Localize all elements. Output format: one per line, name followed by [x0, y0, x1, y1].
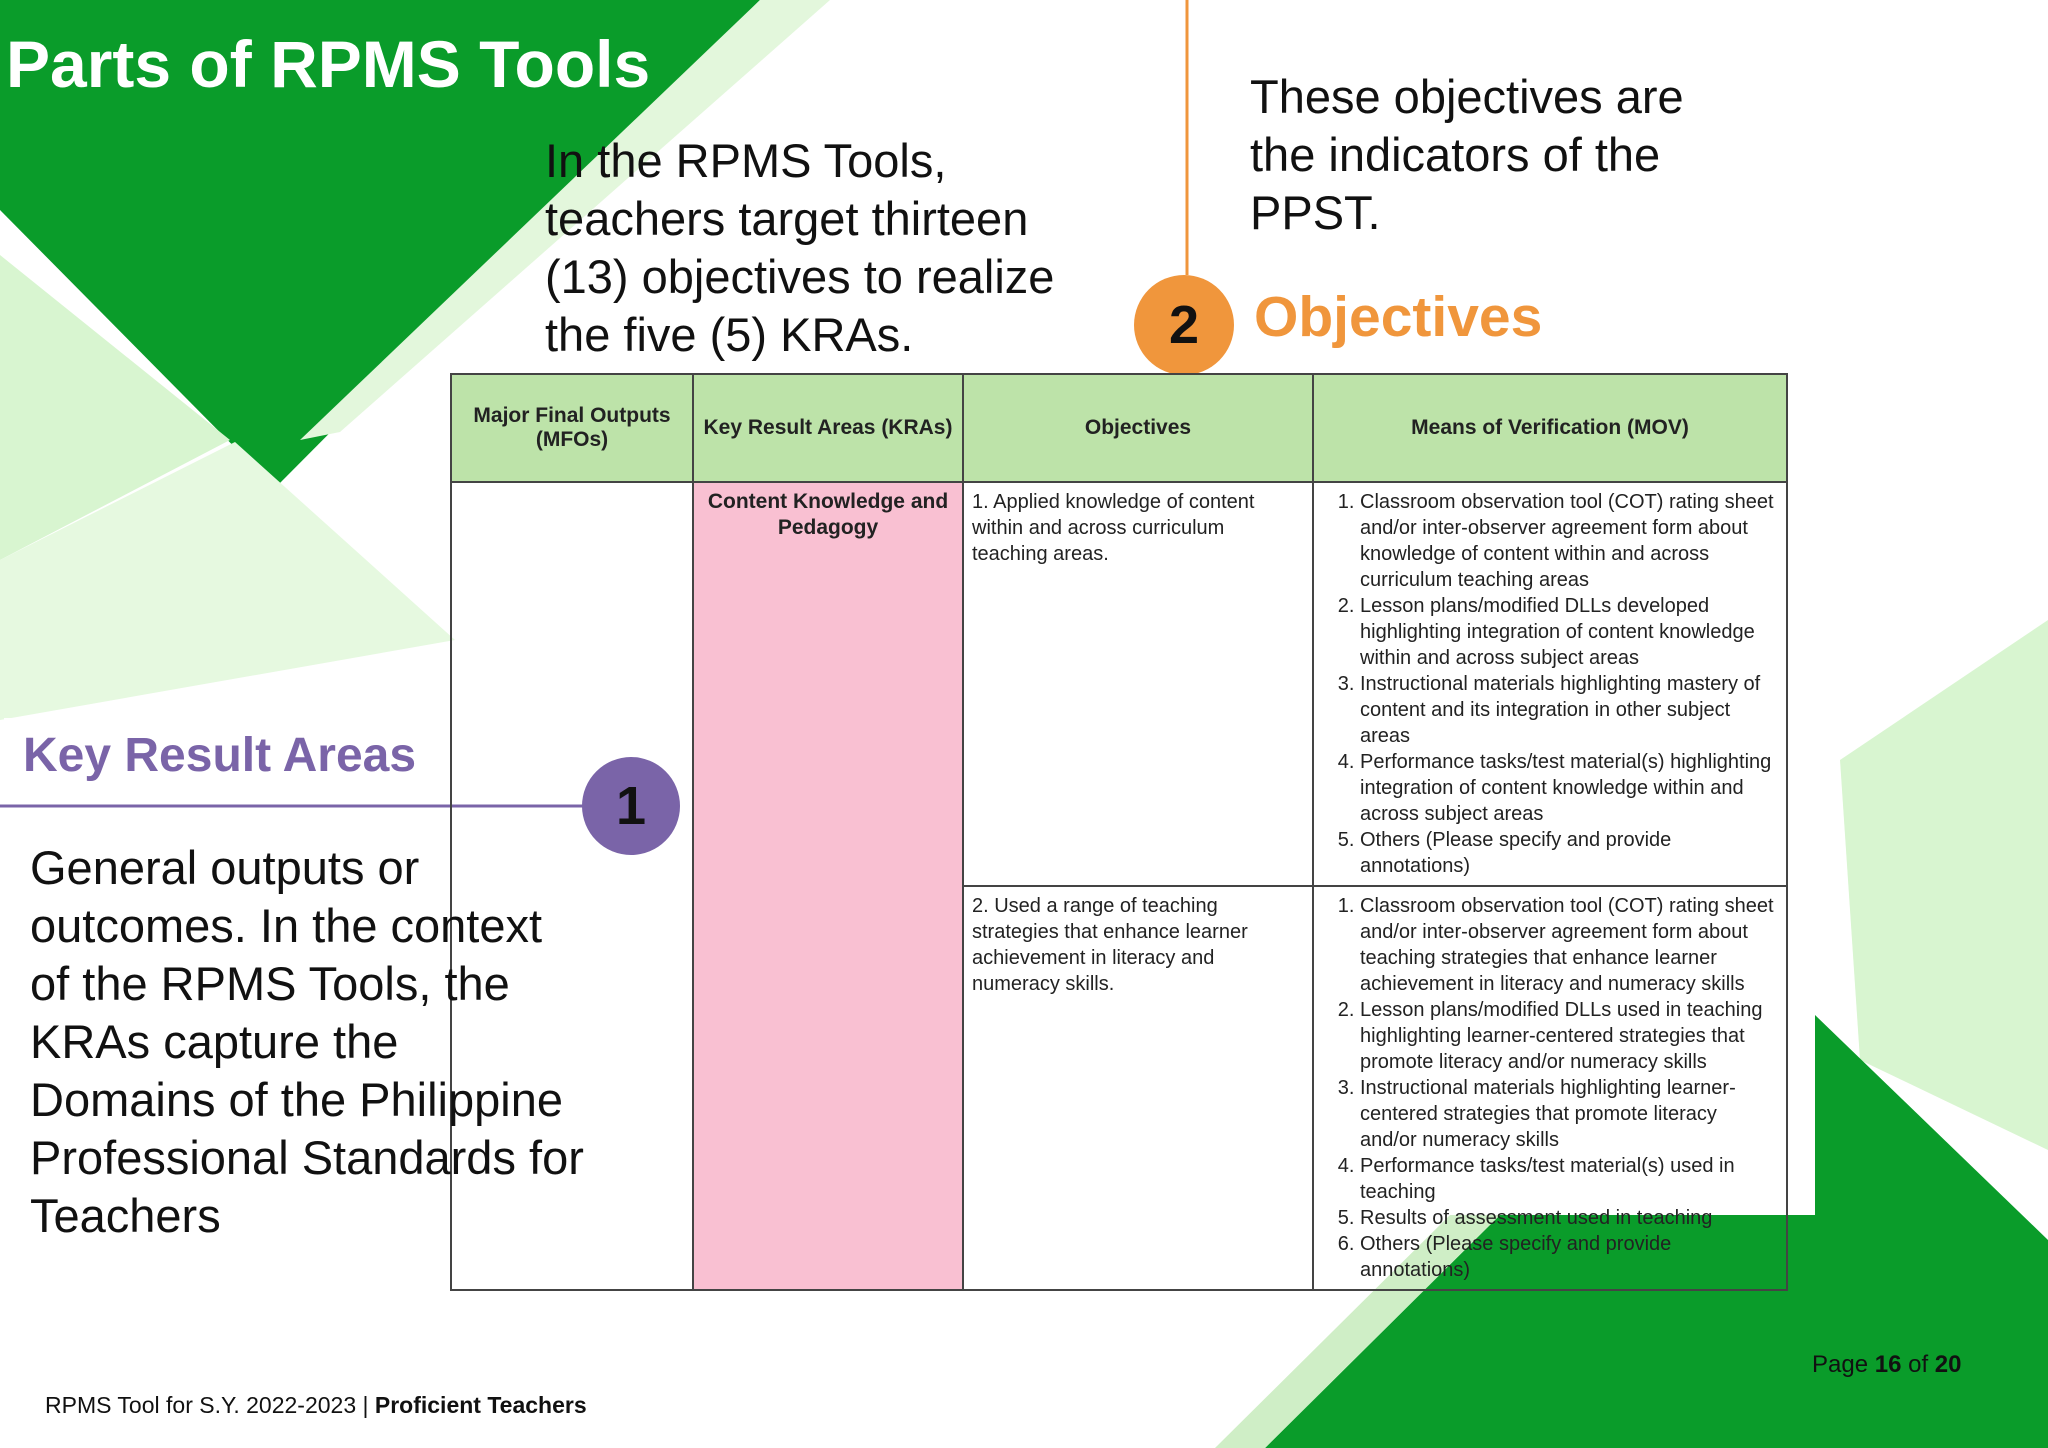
kra-label: Key Result Areas — [23, 729, 417, 782]
page-total: 20 — [1934, 1351, 1962, 1378]
footer-tool-level: Proficient Teachers — [374, 1392, 587, 1418]
objectives-label: Objectives — [1254, 285, 1543, 349]
mov-cell — [1313, 886, 1787, 1290]
kra-description: General outputs or outcomes. In the context of the RPMS Tools, the KRAs capture the Domains of the Philippine Professional Standards for Teachers — [30, 841, 584, 1242]
footer-tool-text — [45, 1392, 587, 1419]
slide-title: Parts of RPMS Tools — [6, 27, 651, 101]
mov-item: 4. Performance tasks/test material(s) used in teaching — [1360, 1153, 1778, 1205]
mov-item: 5. Others (Please specify and provide annotations) — [1360, 827, 1778, 879]
mov-item: 4. Performance tasks/test material(s) highlighting integration of content knowledge within and across subject areas — [1360, 749, 1778, 827]
mov-item: 3. Instructional materials highlighting learner-centered strategies that promote literacy and/or numeracy skills — [1360, 1075, 1778, 1153]
header-mov: Means of Verification (MOV) — [1313, 374, 1787, 482]
mov-list — [1322, 893, 1778, 1283]
mov-item: 1. Classroom observation tool (COT) rating sheet and/or inter-observer agreement form about teaching strategies that enhance learner achievement in literacy and numeracy skills — [1360, 893, 1778, 997]
footer-tool-label: RPMS Tool for S.Y. 2022-2023 | — [45, 1392, 375, 1418]
page-of: of — [1901, 1351, 1935, 1378]
kra-cell: Content Knowledge and Pedagogy — [693, 482, 963, 1290]
mov-item: 6. Others (Please specify and provide annotations) — [1360, 1231, 1778, 1283]
mov-item: 3. Instructional materials highlighting mastery of content and its integration in other subject areas — [1360, 671, 1778, 749]
page-prefix: Page — [1812, 1351, 1875, 1378]
header-mfo: Major Final Outputs (MFOs) — [451, 374, 693, 482]
mov-item: 2. Lesson plans/modified DLLs developed highlighting integration of content knowledge within and across subject areas — [1360, 593, 1778, 671]
mov-item: 1. Classroom observation tool (COT) rating sheet and/or inter-observer agreement form about knowledge of content within and across curriculum teaching areas — [1360, 489, 1778, 593]
objectives-marker-2: 2 — [1134, 275, 1234, 375]
objectives-note: These objectives are the indicators of the PPST. — [1250, 70, 1684, 239]
kra-label-box — [4, 718, 450, 792]
mov-item: 2. Lesson plans/modified DLLs used in teaching highlighting learner-centered strategies that promote literacy and/or numeracy skills — [1360, 997, 1778, 1075]
page-current: 16 — [1874, 1351, 1902, 1378]
mov-list — [1322, 489, 1778, 879]
header-kra: Key Result Areas (KRAs) — [693, 374, 963, 482]
mov-item: 5. Results of assessment used in teaching — [1360, 1205, 1778, 1231]
objective-cell: 1. Applied knowledge of content within and across curriculum teaching areas. — [963, 482, 1313, 886]
mov-cell — [1313, 482, 1787, 886]
header-objectives: Objectives — [963, 374, 1313, 482]
kra-marker-1: 1 — [582, 757, 680, 855]
objective-cell: 2. Used a range of teaching strategies that enhance learner achievement in literacy and numeracy skills. — [963, 886, 1313, 1290]
intro-text: In the RPMS Tools, teachers target thirteen (13) objectives to realize the five (5) KRAs. — [545, 134, 1055, 361]
page-indicator — [1812, 1351, 1961, 1379]
table-header-row — [451, 374, 1787, 482]
